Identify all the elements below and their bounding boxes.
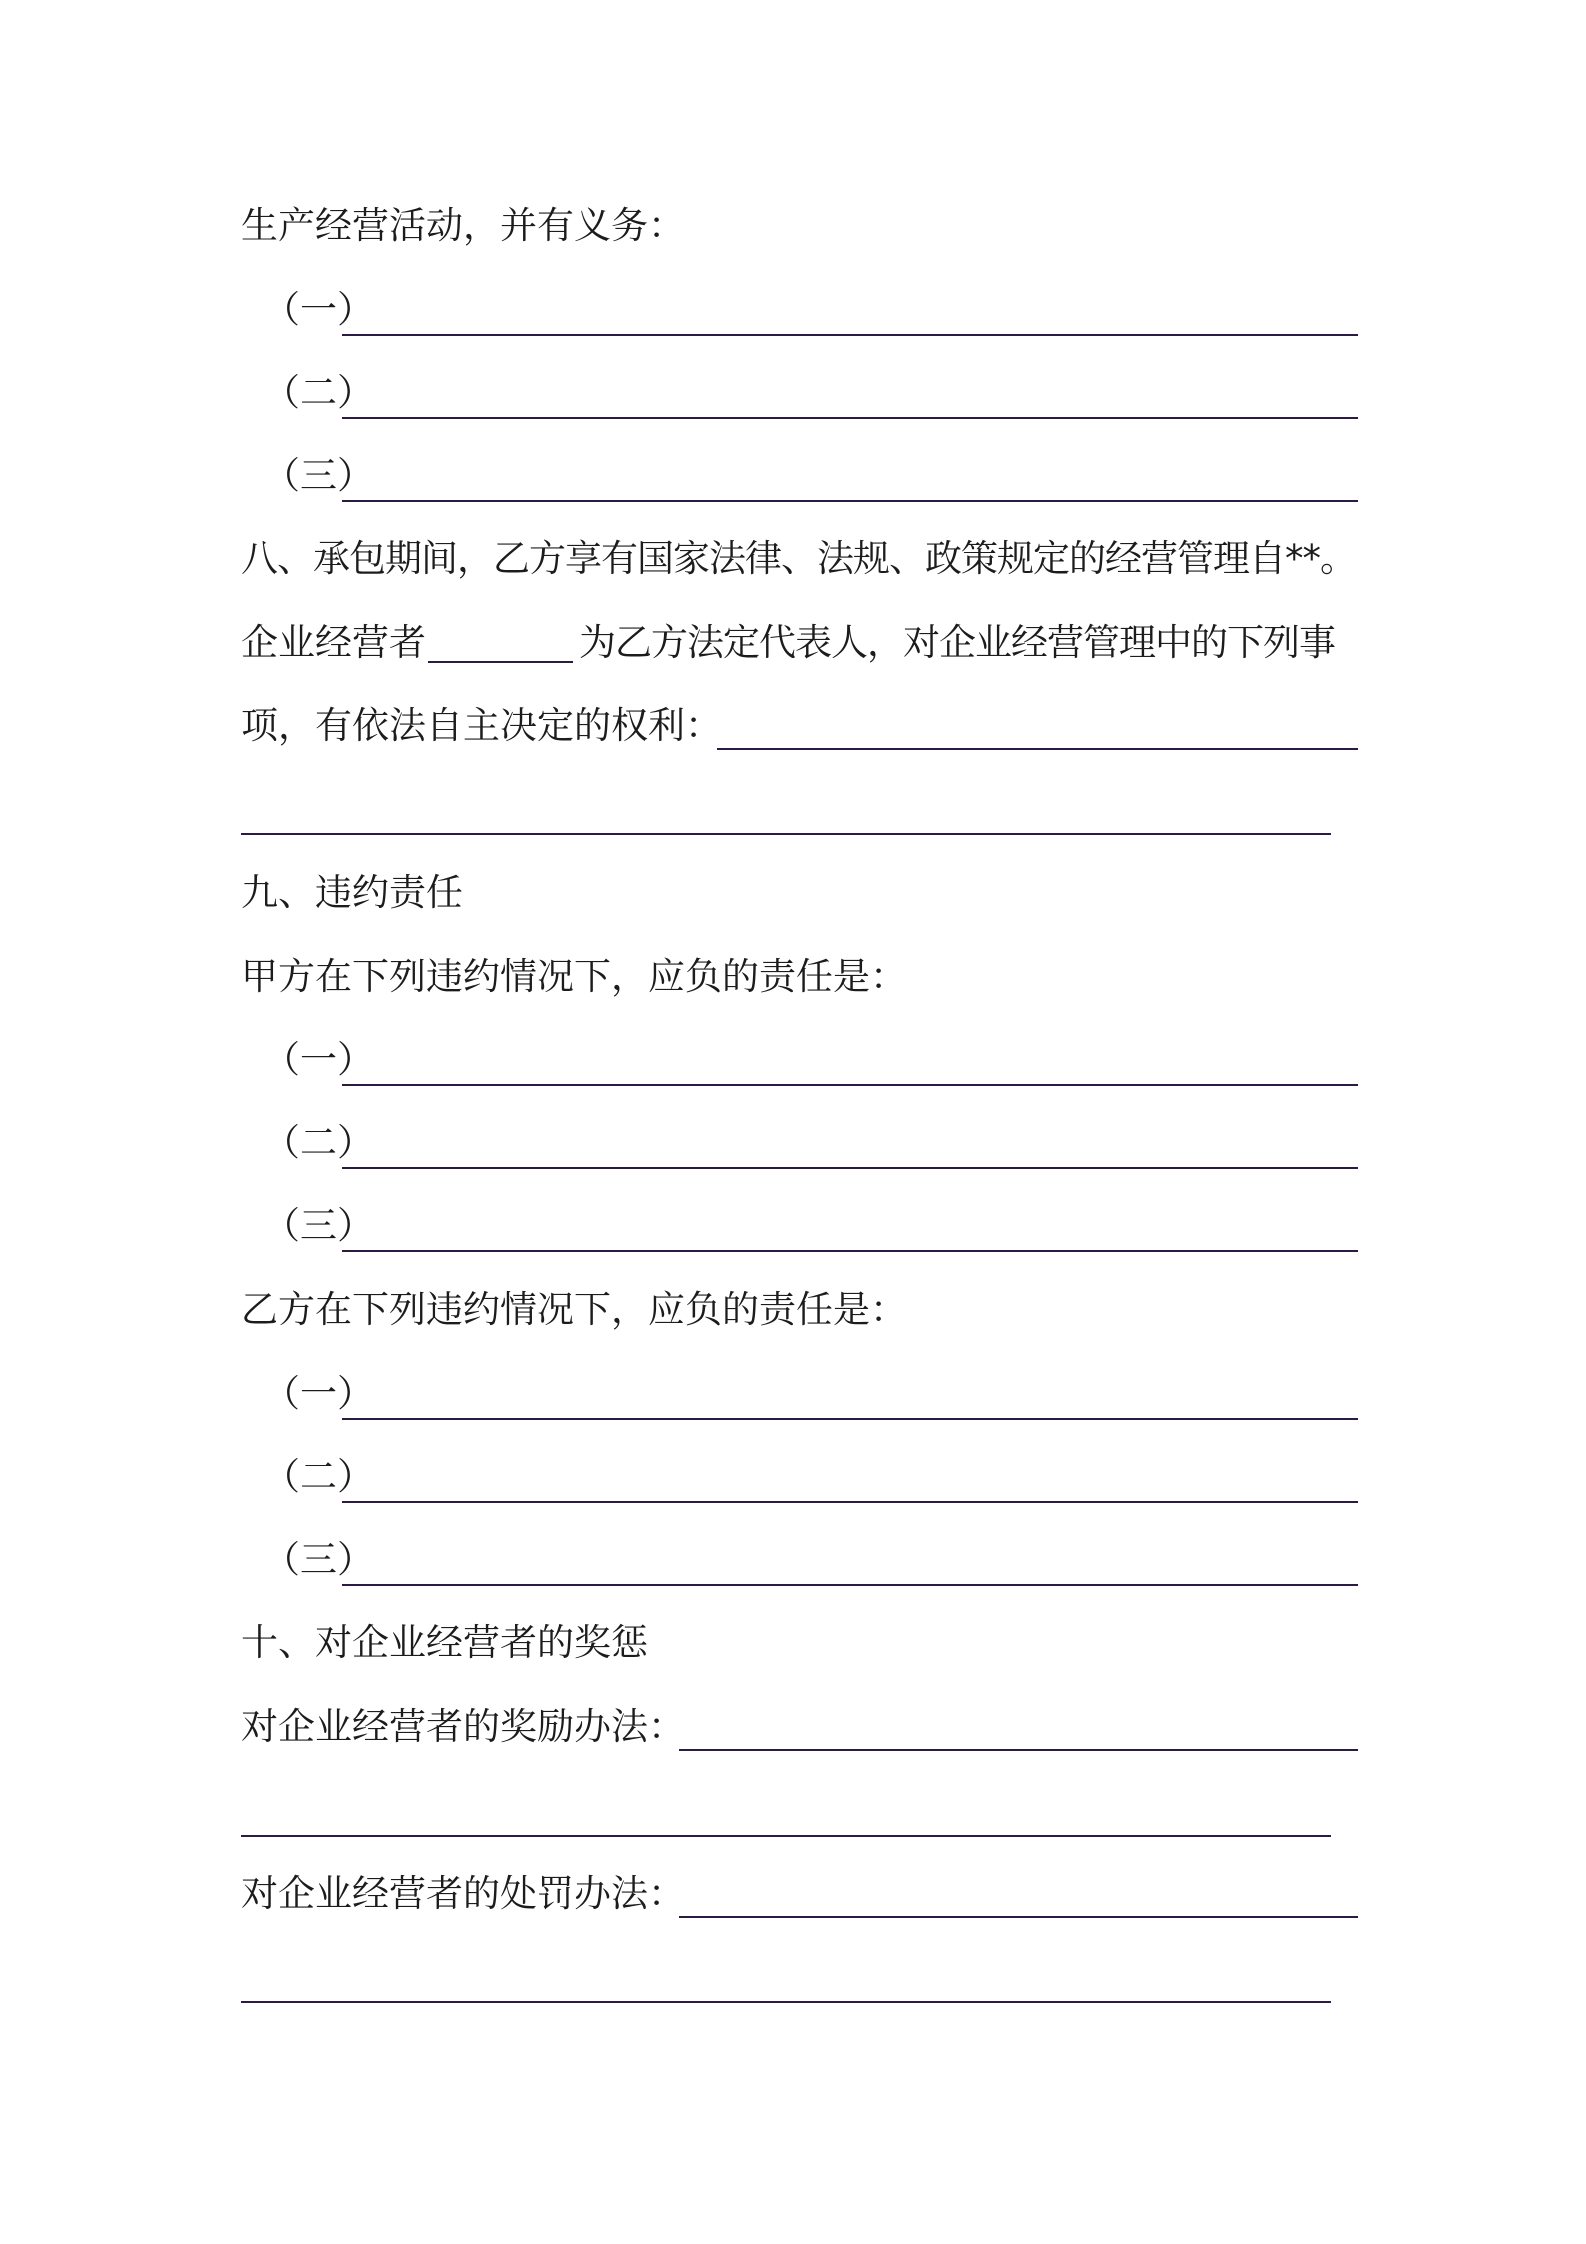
penalty-extra-line (241, 1951, 1358, 2003)
obligation-item-1 (241, 284, 1358, 336)
party-b-item-2 (241, 1451, 1358, 1503)
blank-line (342, 1501, 1358, 1503)
penalty-blank (679, 1916, 1358, 1918)
blank-line (342, 1084, 1358, 1086)
reward-label: 对企业经营者的奖励办法： (241, 1705, 685, 1748)
party-a-label-1: （一） (263, 1038, 374, 1081)
clause8-text-2: 为乙方法定代表人，对企业经营管理中的下列事 (579, 621, 1335, 664)
penalty-row (241, 1868, 1358, 1920)
rights-blank (717, 748, 1358, 750)
party-a-row (241, 951, 1358, 1003)
clause8-line1 (241, 533, 1358, 585)
blank-line (342, 1584, 1358, 1586)
party-b-label-1: （一） (263, 1372, 374, 1415)
clause8-line2 (241, 617, 1358, 669)
clause9-heading-row (241, 867, 1358, 919)
obligation-label-1: （一） (263, 288, 374, 331)
clause8-extra-line (241, 783, 1358, 835)
obligation-item-2 (241, 367, 1358, 419)
party-a-label-2: （二） (263, 1121, 374, 1164)
party-a-label-3: （三） (263, 1204, 374, 1247)
reward-blank (679, 1749, 1358, 1751)
obligation-label-2: （二） (263, 371, 374, 414)
blank-line (342, 1167, 1358, 1169)
party-b-item-3 (241, 1534, 1358, 1586)
obligation-label-3: （三） (263, 454, 374, 497)
blank-line (342, 1250, 1358, 1252)
reward-extra-line (241, 1785, 1358, 1837)
reward-row (241, 1701, 1358, 1753)
penalty-blank-continued (241, 2001, 1331, 2003)
clause10-heading-row (241, 1617, 1358, 1669)
party-b-item-1 (241, 1368, 1358, 1420)
party-b-text: 乙方在下列违约情况下，应负的责任是： (241, 1288, 907, 1331)
clause10-heading: 十、对企业经营者的奖惩 (241, 1621, 648, 1664)
penalty-label: 对企业经营者的处罚办法： (241, 1872, 685, 1915)
party-b-label-2: （二） (263, 1455, 374, 1498)
party-a-item-3 (241, 1200, 1358, 1252)
intro-paragraph (241, 200, 1358, 252)
rights-blank-continued (241, 833, 1331, 835)
party-b-row (241, 1284, 1358, 1336)
party-b-label-3: （三） (263, 1538, 374, 1581)
clause8-text-3: 项，有依法自主决定的权利： (241, 704, 722, 747)
clause8-text-1: 八、承包期间，乙方享有国家法律、法规、政策规定的经营管理自**。 (241, 537, 1356, 580)
obligation-item-3 (241, 450, 1358, 502)
reward-blank-continued (241, 1835, 1331, 1837)
clause8-line3 (241, 700, 1358, 752)
party-a-item-1 (241, 1034, 1358, 1086)
party-a-item-2 (241, 1117, 1358, 1169)
enterprise-operator-label: 企业经营者 (241, 621, 426, 664)
clause9-heading: 九、违约责任 (241, 871, 463, 914)
party-a-text: 甲方在下列违约情况下，应负的责任是： (241, 955, 907, 998)
blank-line (342, 500, 1358, 502)
intro-text: 生产经营活动，并有义务： (241, 204, 685, 247)
blank-line (342, 1418, 1358, 1420)
operator-name-blank (428, 661, 573, 663)
blank-line (342, 334, 1358, 336)
blank-line (342, 417, 1358, 419)
